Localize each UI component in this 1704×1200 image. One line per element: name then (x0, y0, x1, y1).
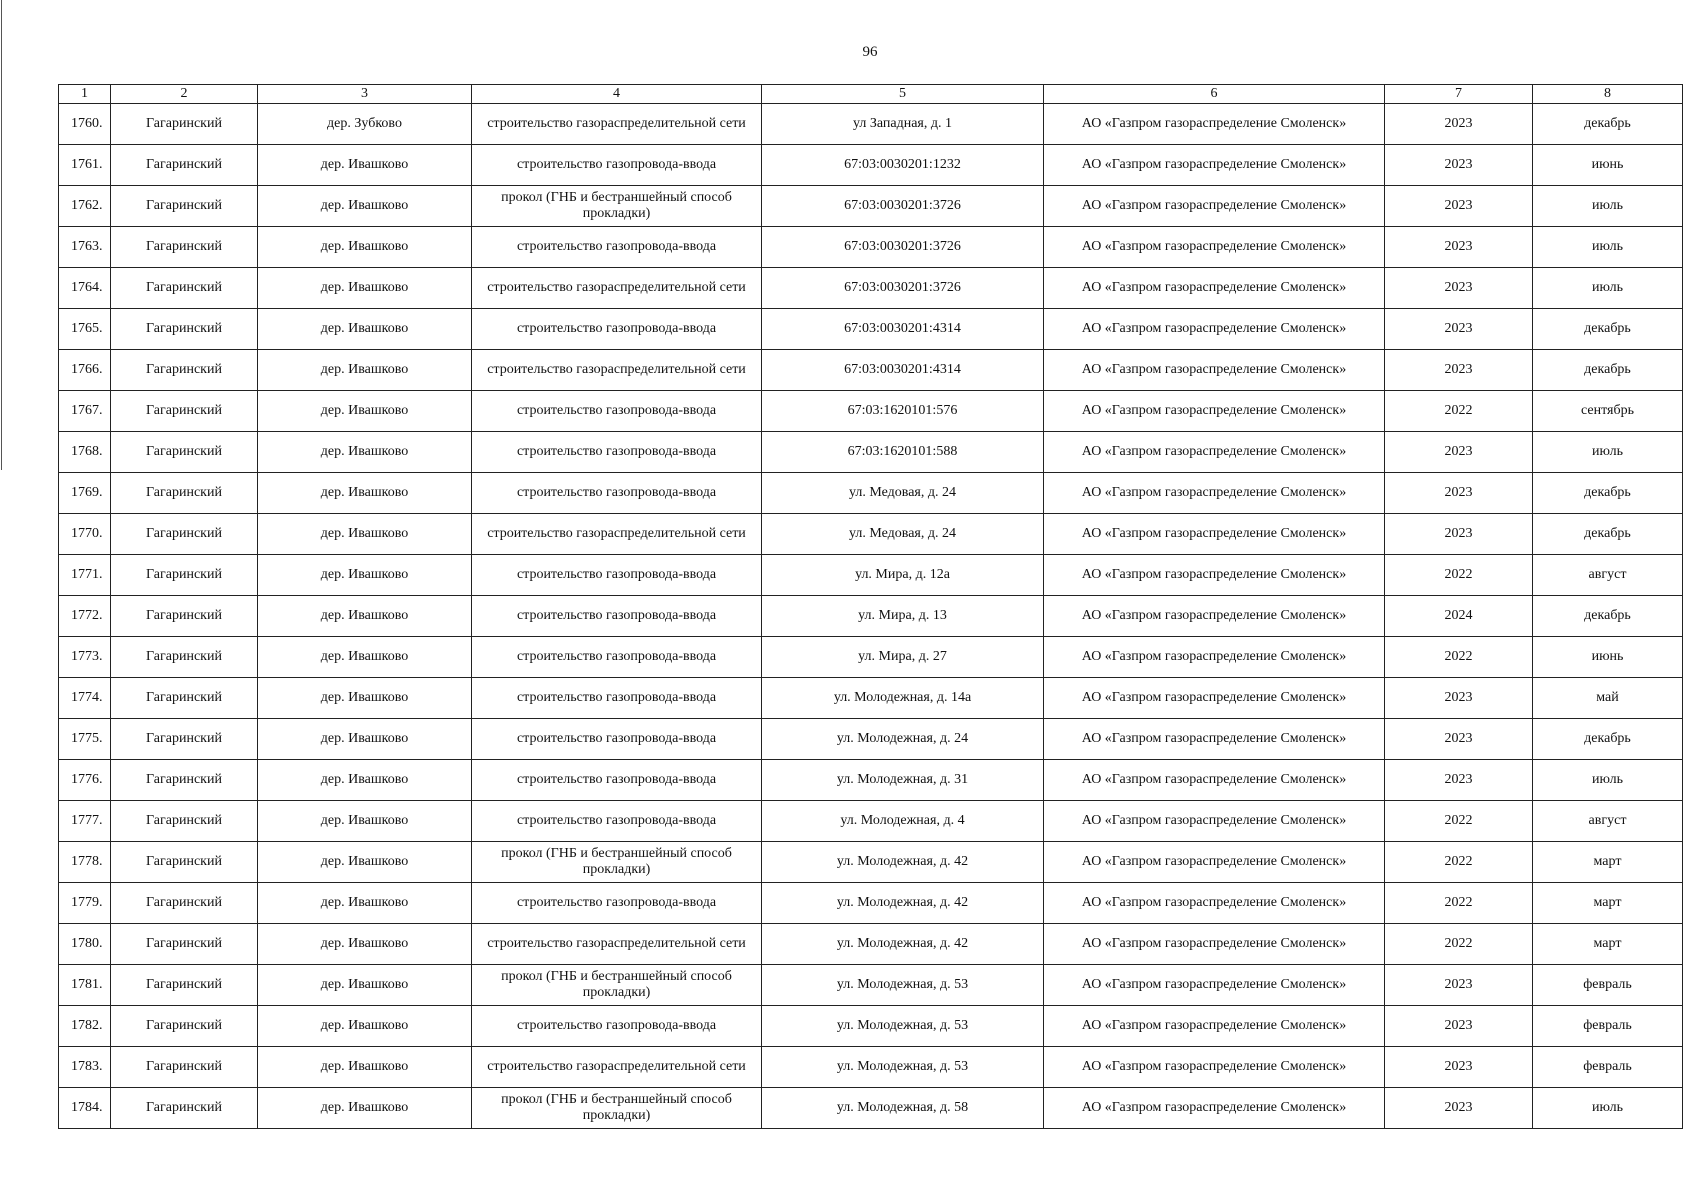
month-cell: июль (1533, 186, 1683, 227)
district-cell: Гагаринский (111, 842, 258, 883)
contractor-cell: АО «Газпром газораспределение Смоленск» (1044, 678, 1385, 719)
contractor-cell: АО «Газпром газораспределение Смоленск» (1044, 760, 1385, 801)
settlement-cell: дер. Ивашково (258, 678, 472, 719)
table-row (59, 555, 1683, 596)
row-number-cell: 1771. (59, 555, 111, 596)
work-type-cell: строительство газопровода-ввода (472, 760, 762, 801)
table-body (59, 85, 1683, 1129)
settlement-cell: дер. Ивашково (258, 350, 472, 391)
address-or-cadastral-cell: ул. Молодежная, д. 53 (762, 1047, 1044, 1088)
row-number-cell: 1780. (59, 924, 111, 965)
district-cell: Гагаринский (111, 719, 258, 760)
address-or-cadastral-cell: ул. Молодежная, д. 42 (762, 842, 1044, 883)
district-cell: Гагаринский (111, 1088, 258, 1129)
column-number: 8 (1533, 85, 1683, 104)
work-type-cell: строительство газораспределительной сети (472, 514, 762, 555)
row-number-cell: 1769. (59, 473, 111, 514)
contractor-cell: АО «Газпром газораспределение Смоленск» (1044, 309, 1385, 350)
year-cell: 2023 (1385, 760, 1533, 801)
settlement-cell: дер. Ивашково (258, 1006, 472, 1047)
month-cell: март (1533, 842, 1683, 883)
district-cell: Гагаринский (111, 514, 258, 555)
contractor-cell: АО «Газпром газораспределение Смоленск» (1044, 350, 1385, 391)
work-type-cell: строительство газораспределительной сети (472, 924, 762, 965)
month-cell: июль (1533, 268, 1683, 309)
contractor-cell: АО «Газпром газораспределение Смоленск» (1044, 1088, 1385, 1129)
table-row (59, 186, 1683, 227)
left-margin-rule (1, 0, 2, 470)
contractor-cell: АО «Газпром газораспределение Смоленск» (1044, 268, 1385, 309)
year-cell: 2022 (1385, 391, 1533, 432)
contractor-cell: АО «Газпром газораспределение Смоленск» (1044, 965, 1385, 1006)
row-number-cell: 1770. (59, 514, 111, 555)
row-number-cell: 1768. (59, 432, 111, 473)
contractor-cell: АО «Газпром газораспределение Смоленск» (1044, 801, 1385, 842)
district-cell: Гагаринский (111, 965, 258, 1006)
district-cell: Гагаринский (111, 678, 258, 719)
contractor-cell: АО «Газпром газораспределение Смоленск» (1044, 104, 1385, 145)
work-type-cell: строительство газопровода-ввода (472, 432, 762, 473)
row-number-cell: 1773. (59, 637, 111, 678)
month-cell: декабрь (1533, 514, 1683, 555)
year-cell: 2024 (1385, 596, 1533, 637)
contractor-cell: АО «Газпром газораспределение Смоленск» (1044, 227, 1385, 268)
year-cell: 2023 (1385, 145, 1533, 186)
district-cell: Гагаринский (111, 1006, 258, 1047)
year-cell: 2023 (1385, 432, 1533, 473)
row-number-cell: 1777. (59, 801, 111, 842)
table-row (59, 473, 1683, 514)
settlement-cell: дер. Ивашково (258, 268, 472, 309)
address-or-cadastral-cell: ул. Мира, д. 13 (762, 596, 1044, 637)
table-row (59, 924, 1683, 965)
month-cell: июль (1533, 1088, 1683, 1129)
year-cell: 2023 (1385, 186, 1533, 227)
work-type-cell: строительство газопровода-ввода (472, 637, 762, 678)
contractor-cell: АО «Газпром газораспределение Смоленск» (1044, 924, 1385, 965)
work-type-cell: строительство газопровода-ввода (472, 145, 762, 186)
work-type-cell: строительство газопровода-ввода (472, 801, 762, 842)
month-cell: декабрь (1533, 473, 1683, 514)
year-cell: 2023 (1385, 965, 1533, 1006)
settlement-cell: дер. Ивашково (258, 555, 472, 596)
year-cell: 2023 (1385, 227, 1533, 268)
column-number: 6 (1044, 85, 1385, 104)
contractor-cell: АО «Газпром газораспределение Смоленск» (1044, 432, 1385, 473)
work-type-cell: строительство газопровода-ввода (472, 678, 762, 719)
work-type-cell: строительство газопровода-ввода (472, 309, 762, 350)
year-cell: 2023 (1385, 678, 1533, 719)
address-or-cadastral-cell: 67:03:0030201:3726 (762, 268, 1044, 309)
settlement-cell: дер. Ивашково (258, 842, 472, 883)
column-number: 5 (762, 85, 1044, 104)
address-or-cadastral-cell: ул. Молодежная, д. 58 (762, 1088, 1044, 1129)
district-cell: Гагаринский (111, 227, 258, 268)
month-cell: август (1533, 801, 1683, 842)
work-type-cell: строительство газораспределительной сети (472, 1047, 762, 1088)
month-cell: февраль (1533, 1006, 1683, 1047)
table-row (59, 227, 1683, 268)
row-number-cell: 1779. (59, 883, 111, 924)
month-cell: декабрь (1533, 309, 1683, 350)
row-number-cell: 1765. (59, 309, 111, 350)
settlement-cell: дер. Ивашково (258, 1047, 472, 1088)
row-number-cell: 1763. (59, 227, 111, 268)
row-number-cell: 1772. (59, 596, 111, 637)
contractor-cell: АО «Газпром газораспределение Смоленск» (1044, 1047, 1385, 1088)
settlement-cell: дер. Ивашково (258, 924, 472, 965)
settlement-cell: дер. Ивашково (258, 432, 472, 473)
settlement-cell: дер. Ивашково (258, 760, 472, 801)
table-row (59, 760, 1683, 801)
month-cell: июнь (1533, 637, 1683, 678)
table-row (59, 965, 1683, 1006)
work-type-cell: строительство газопровода-ввода (472, 391, 762, 432)
column-number-row (59, 85, 1683, 104)
district-cell: Гагаринский (111, 309, 258, 350)
contractor-cell: АО «Газпром газораспределение Смоленск» (1044, 637, 1385, 678)
district-cell: Гагаринский (111, 186, 258, 227)
work-type-cell: строительство газопровода-ввода (472, 883, 762, 924)
table-row (59, 350, 1683, 391)
year-cell: 2023 (1385, 1047, 1533, 1088)
year-cell: 2022 (1385, 801, 1533, 842)
address-or-cadastral-cell: ул. Медовая, д. 24 (762, 514, 1044, 555)
district-cell: Гагаринский (111, 1047, 258, 1088)
contractor-cell: АО «Газпром газораспределение Смоленск» (1044, 514, 1385, 555)
district-cell: Гагаринский (111, 145, 258, 186)
contractor-cell: АО «Газпром газораспределение Смоленск» (1044, 186, 1385, 227)
row-number-cell: 1783. (59, 1047, 111, 1088)
year-cell: 2022 (1385, 883, 1533, 924)
month-cell: декабрь (1533, 350, 1683, 391)
year-cell: 2023 (1385, 719, 1533, 760)
district-cell: Гагаринский (111, 555, 258, 596)
year-cell: 2023 (1385, 350, 1533, 391)
month-cell: сентябрь (1533, 391, 1683, 432)
table-row (59, 596, 1683, 637)
year-cell: 2023 (1385, 514, 1533, 555)
settlement-cell: дер. Ивашково (258, 1088, 472, 1129)
table-row (59, 268, 1683, 309)
column-number: 7 (1385, 85, 1533, 104)
settlement-cell: дер. Ивашково (258, 883, 472, 924)
address-or-cadastral-cell: ул. Молодежная, д. 4 (762, 801, 1044, 842)
table-row (59, 514, 1683, 555)
table-row (59, 1006, 1683, 1047)
table-row (59, 1088, 1683, 1129)
address-or-cadastral-cell: ул. Молодежная, д. 53 (762, 965, 1044, 1006)
district-cell: Гагаринский (111, 268, 258, 309)
address-or-cadastral-cell: 67:03:0030201:3726 (762, 186, 1044, 227)
address-or-cadastral-cell: ул. Молодежная, д. 42 (762, 924, 1044, 965)
address-or-cadastral-cell: ул. Молодежная, д. 24 (762, 719, 1044, 760)
address-or-cadastral-cell: 67:03:0030201:4314 (762, 350, 1044, 391)
contractor-cell: АО «Газпром газораспределение Смоленск» (1044, 473, 1385, 514)
settlement-cell: дер. Ивашково (258, 514, 472, 555)
work-type-cell: строительство газопровода-ввода (472, 596, 762, 637)
district-cell: Гагаринский (111, 432, 258, 473)
work-type-cell: прокол (ГНБ и бестраншейный способ прокладки) (472, 965, 762, 1006)
table-row (59, 842, 1683, 883)
row-number-cell: 1774. (59, 678, 111, 719)
year-cell: 2023 (1385, 1006, 1533, 1047)
year-cell: 2023 (1385, 1088, 1533, 1129)
table-row (59, 637, 1683, 678)
row-number-cell: 1784. (59, 1088, 111, 1129)
settlement-cell: дер. Ивашково (258, 719, 472, 760)
contractor-cell: АО «Газпром газораспределение Смоленск» (1044, 883, 1385, 924)
year-cell: 2023 (1385, 473, 1533, 514)
row-number-cell: 1778. (59, 842, 111, 883)
table-row (59, 1047, 1683, 1088)
address-or-cadastral-cell: 67:03:0030201:4314 (762, 309, 1044, 350)
row-number-cell: 1767. (59, 391, 111, 432)
work-type-cell: прокол (ГНБ и бестраншейный способ прокладки) (472, 186, 762, 227)
settlement-cell: дер. Ивашково (258, 637, 472, 678)
month-cell: август (1533, 555, 1683, 596)
work-type-cell: строительство газораспределительной сети (472, 268, 762, 309)
address-or-cadastral-cell: 67:03:0030201:3726 (762, 227, 1044, 268)
work-type-cell: прокол (ГНБ и бестраншейный способ прокладки) (472, 1088, 762, 1129)
settlement-cell: дер. Ивашково (258, 801, 472, 842)
address-or-cadastral-cell: ул. Молодежная, д. 31 (762, 760, 1044, 801)
address-or-cadastral-cell: 67:03:1620101:588 (762, 432, 1044, 473)
district-cell: Гагаринский (111, 883, 258, 924)
table-row (59, 678, 1683, 719)
year-cell: 2022 (1385, 555, 1533, 596)
month-cell: июль (1533, 227, 1683, 268)
contractor-cell: АО «Газпром газораспределение Смоленск» (1044, 555, 1385, 596)
row-number-cell: 1766. (59, 350, 111, 391)
row-number-cell: 1761. (59, 145, 111, 186)
address-or-cadastral-cell: ул Западная, д. 1 (762, 104, 1044, 145)
address-or-cadastral-cell: ул. Молодежная, д. 42 (762, 883, 1044, 924)
row-number-cell: 1760. (59, 104, 111, 145)
district-cell: Гагаринский (111, 596, 258, 637)
district-cell: Гагаринский (111, 760, 258, 801)
district-cell: Гагаринский (111, 637, 258, 678)
contractor-cell: АО «Газпром газораспределение Смоленск» (1044, 719, 1385, 760)
month-cell: декабрь (1533, 104, 1683, 145)
column-number: 2 (111, 85, 258, 104)
settlement-cell: дер. Ивашково (258, 309, 472, 350)
year-cell: 2022 (1385, 842, 1533, 883)
settlement-cell: дер. Зубково (258, 104, 472, 145)
month-cell: июль (1533, 432, 1683, 473)
month-cell: март (1533, 883, 1683, 924)
column-number: 4 (472, 85, 762, 104)
row-number-cell: 1775. (59, 719, 111, 760)
address-or-cadastral-cell: 67:03:0030201:1232 (762, 145, 1044, 186)
settlement-cell: дер. Ивашково (258, 473, 472, 514)
settlement-cell: дер. Ивашково (258, 227, 472, 268)
month-cell: март (1533, 924, 1683, 965)
table-row (59, 883, 1683, 924)
row-number-cell: 1782. (59, 1006, 111, 1047)
row-number-cell: 1776. (59, 760, 111, 801)
table-row (59, 719, 1683, 760)
district-cell: Гагаринский (111, 801, 258, 842)
settlement-cell: дер. Ивашково (258, 596, 472, 637)
page-number: 96 (862, 44, 878, 60)
work-type-cell: строительство газопровода-ввода (472, 1006, 762, 1047)
address-or-cadastral-cell: ул. Мира, д. 12а (762, 555, 1044, 596)
month-cell: февраль (1533, 965, 1683, 1006)
settlement-cell: дер. Ивашково (258, 965, 472, 1006)
table-row (59, 309, 1683, 350)
contractor-cell: АО «Газпром газораспределение Смоленск» (1044, 145, 1385, 186)
column-number: 1 (59, 85, 111, 104)
table-row (59, 391, 1683, 432)
district-cell: Гагаринский (111, 473, 258, 514)
work-type-cell: строительство газопровода-ввода (472, 473, 762, 514)
settlement-cell: дер. Ивашково (258, 145, 472, 186)
month-cell: февраль (1533, 1047, 1683, 1088)
address-or-cadastral-cell: ул. Молодежная, д. 14а (762, 678, 1044, 719)
row-number-cell: 1781. (59, 965, 111, 1006)
contractor-cell: АО «Газпром газораспределение Смоленск» (1044, 1006, 1385, 1047)
contractor-cell: АО «Газпром газораспределение Смоленск» (1044, 391, 1385, 432)
settlement-cell: дер. Ивашково (258, 186, 472, 227)
table-row (59, 432, 1683, 473)
district-cell: Гагаринский (111, 350, 258, 391)
settlement-cell: дер. Ивашково (258, 391, 472, 432)
work-type-cell: строительство газопровода-ввода (472, 555, 762, 596)
address-or-cadastral-cell: 67:03:1620101:576 (762, 391, 1044, 432)
month-cell: июль (1533, 760, 1683, 801)
contractor-cell: АО «Газпром газораспределение Смоленск» (1044, 596, 1385, 637)
gasification-schedule-table (58, 84, 1683, 1129)
table-row (59, 145, 1683, 186)
work-type-cell: строительство газораспределительной сети (472, 104, 762, 145)
year-cell: 2022 (1385, 637, 1533, 678)
table-row (59, 104, 1683, 145)
district-cell: Гагаринский (111, 391, 258, 432)
work-type-cell: строительство газораспределительной сети (472, 350, 762, 391)
column-number: 3 (258, 85, 472, 104)
month-cell: июнь (1533, 145, 1683, 186)
month-cell: май (1533, 678, 1683, 719)
year-cell: 2022 (1385, 924, 1533, 965)
district-cell: Гагаринский (111, 924, 258, 965)
year-cell: 2023 (1385, 104, 1533, 145)
work-type-cell: строительство газопровода-ввода (472, 719, 762, 760)
month-cell: декабрь (1533, 719, 1683, 760)
work-type-cell: строительство газопровода-ввода (472, 227, 762, 268)
row-number-cell: 1762. (59, 186, 111, 227)
contractor-cell: АО «Газпром газораспределение Смоленск» (1044, 842, 1385, 883)
month-cell: декабрь (1533, 596, 1683, 637)
address-or-cadastral-cell: ул. Молодежная, д. 53 (762, 1006, 1044, 1047)
address-or-cadastral-cell: ул. Мира, д. 27 (762, 637, 1044, 678)
work-type-cell: прокол (ГНБ и бестраншейный способ прокладки) (472, 842, 762, 883)
district-cell: Гагаринский (111, 104, 258, 145)
address-or-cadastral-cell: ул. Медовая, д. 24 (762, 473, 1044, 514)
year-cell: 2023 (1385, 268, 1533, 309)
year-cell: 2023 (1385, 309, 1533, 350)
row-number-cell: 1764. (59, 268, 111, 309)
table-row (59, 801, 1683, 842)
